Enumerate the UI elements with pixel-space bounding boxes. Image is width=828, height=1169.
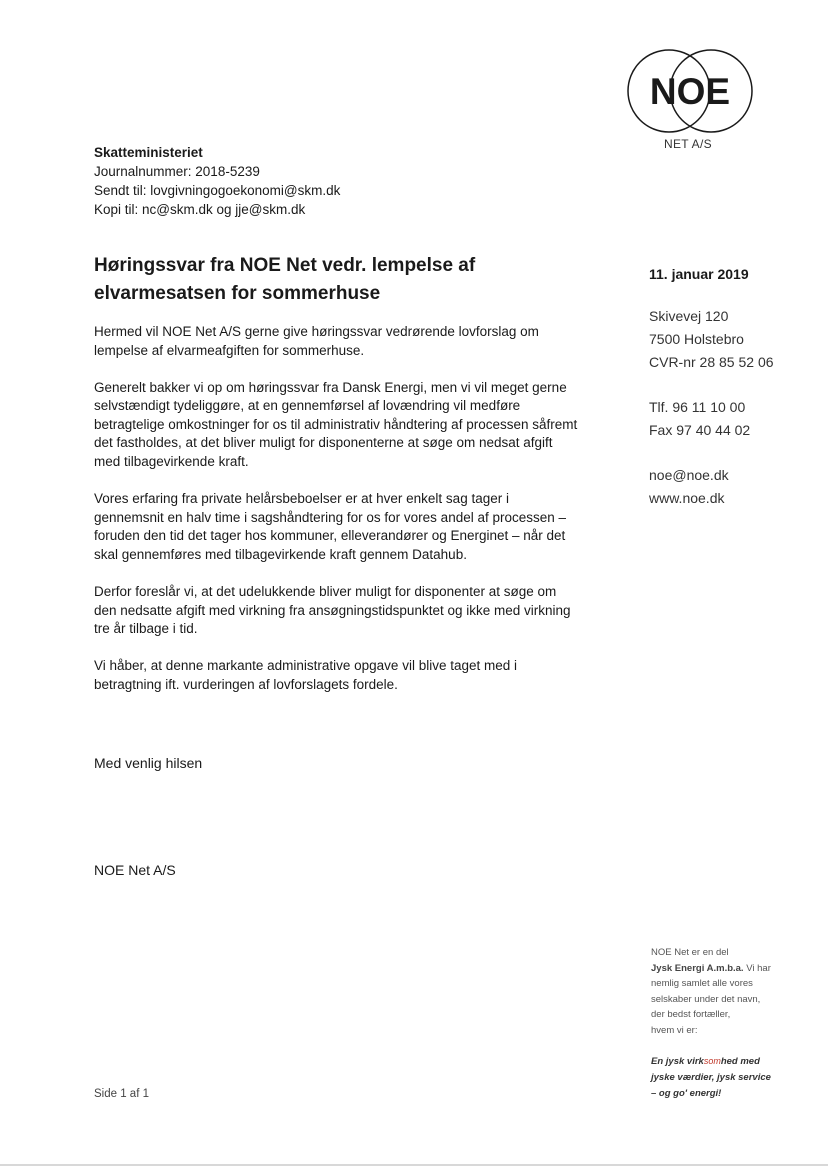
slogan: [651, 1053, 791, 1102]
footer-line-1: NOE Net er en del: [651, 947, 729, 958]
logo-subtitle: NET A/S: [664, 137, 712, 151]
logo-text: NOE: [649, 71, 731, 112]
address-cvr: CVR-nr 28 85 52 06: [649, 354, 774, 370]
email-address: noe@noe.dk: [649, 467, 729, 483]
noe-logo: [626, 48, 754, 134]
closing-greeting: Med venlig hilsen: [94, 755, 203, 771]
sender-online: [649, 464, 729, 510]
footer-line-6: hvem vi er:: [651, 1024, 698, 1036]
body-paragraph-4: Derfor foreslår vi, at det udelukkende bliver muligt for disponenter at søge om den nedsatte afgift med virkning fra ansøgningstidspunktet og ikke med virkning tre år tilbage i tid.: [94, 584, 571, 637]
sender-phone-fax: [649, 396, 750, 442]
letter-body: [94, 323, 580, 713]
recipient-organization: Skatteministeriet: [94, 145, 203, 160]
address-street: Skivevej 120: [649, 308, 729, 324]
letter-date: 11. januar 2019: [649, 266, 749, 282]
page-number: Side 1 af 1: [94, 1088, 149, 1100]
letter-title: Høringssvar fra NOE Net vedr. lempelse af elvarmesatsen for sommerhuse: [94, 255, 476, 304]
fax-number: Fax 97 40 44 02: [649, 422, 751, 438]
sender-address: [649, 305, 774, 374]
footer-line-5: der bedst fortæller,: [651, 1009, 731, 1020]
body-paragraph-5: Vi håber, at denne markante administrative opgave vil blive taget med i betragtning ift. vurderingen af lovforslagets fordele.: [94, 658, 517, 692]
footer-company: Jysk Energi A.m.b.a.: [651, 962, 744, 974]
phone-number: Tlf. 96 11 10 00: [649, 399, 746, 415]
slogan-part-2: som: [703, 1056, 721, 1066]
footer-line-2: [651, 961, 791, 977]
address-city: 7500 Holstebro: [649, 331, 744, 347]
sent-to: Sendt til: lovgivningogoekonomi@skm.dk: [94, 183, 341, 198]
footer-line-3: nemlig samlet alle vores: [651, 978, 753, 989]
noe-logo-graphic: [626, 48, 754, 134]
body-paragraph-3: Vores erfaring fra private helårsbeboelser er at hver enkelt sag tager i gennemsnit en halv time i sagshåndtering for os for vores andel af processen – foruden den tid det tager hos kommuner, elleverandører og Energinet – når det skal gennemføres med tilbagevirkende kraft gennem Datahub.: [94, 491, 567, 562]
body-paragraph-1: Hermed vil NOE Net A/S gerne give høringssvar vedrørende lovforslag om lempelse af elvarmeafgiften for sommerhuse.: [94, 324, 539, 358]
signer-name: NOE Net A/S: [94, 862, 176, 878]
slogan-line-1: [651, 1053, 791, 1070]
website: www.noe.dk: [649, 490, 725, 506]
footer-note: [651, 945, 791, 1038]
slogan-part-3: hed med: [720, 1056, 760, 1067]
slogan-line-3: – og go' energi!: [651, 1088, 722, 1099]
footer-line-4: selskaber under det navn,: [651, 993, 761, 1005]
page-bottom-edge: [0, 1164, 828, 1166]
recipient-block: [94, 143, 340, 219]
copy-to: Kopi til: nc@skm.dk og jje@skm.dk: [94, 202, 306, 217]
journal-number: Journalnummer: 2018-5239: [94, 164, 260, 179]
body-paragraph-2: Generelt bakker vi op om høringssvar fra Dansk Energi, men vi vil meget gerne selvstændigt tydeliggøre, at en gennemførsel af lovændring vil medføre betragtelige omkostninger for os til administrativ håndtering af processen såfremt det fastholdes, at det bliver muligt for disponenterne at søge om nedsat afgift med tilbagevirkende kraft.: [94, 379, 578, 470]
footer-line-2-rest: Vi har: [743, 962, 771, 974]
slogan-line-2: jyske værdier, jysk service: [651, 1072, 771, 1083]
slogan-part-1: En jysk virk: [651, 1056, 704, 1067]
